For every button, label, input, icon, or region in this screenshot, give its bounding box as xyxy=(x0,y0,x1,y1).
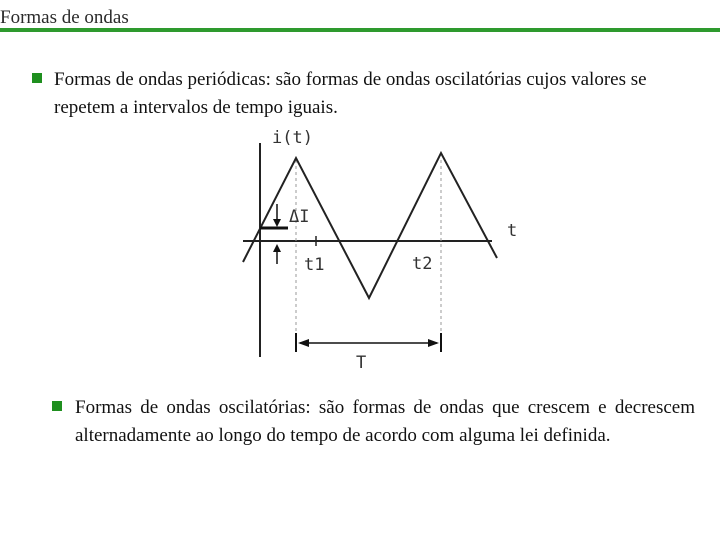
arrow-right-icon xyxy=(428,339,439,347)
arrow-left-icon xyxy=(298,339,309,347)
arrow-down-icon xyxy=(273,219,281,227)
period-label: T xyxy=(356,353,367,373)
arrow-up-icon xyxy=(273,244,281,252)
square-bullet-icon xyxy=(52,401,62,411)
y-axis-label: i(t) xyxy=(272,128,313,148)
triangle-waveform xyxy=(243,153,497,298)
t1-label: t1 xyxy=(304,255,325,275)
bullet-text-periodic: Formas de ondas periódicas: são formas de ondas oscilatórias cujos valores se repetem a intervalos de tempo iguais. xyxy=(54,69,647,118)
t2-label: t2 xyxy=(412,254,433,274)
bullet-text-oscillatory: Formas de ondas oscilatórias: são formas de ondas que crescem e decrescem alternadamente ao longo do tempo de acordo com alguma lei definida. xyxy=(75,397,695,446)
slide-title: Formas de ondas xyxy=(0,7,129,28)
x-axis-label: t xyxy=(507,221,518,241)
delta-i-label: ΔI xyxy=(289,207,310,227)
